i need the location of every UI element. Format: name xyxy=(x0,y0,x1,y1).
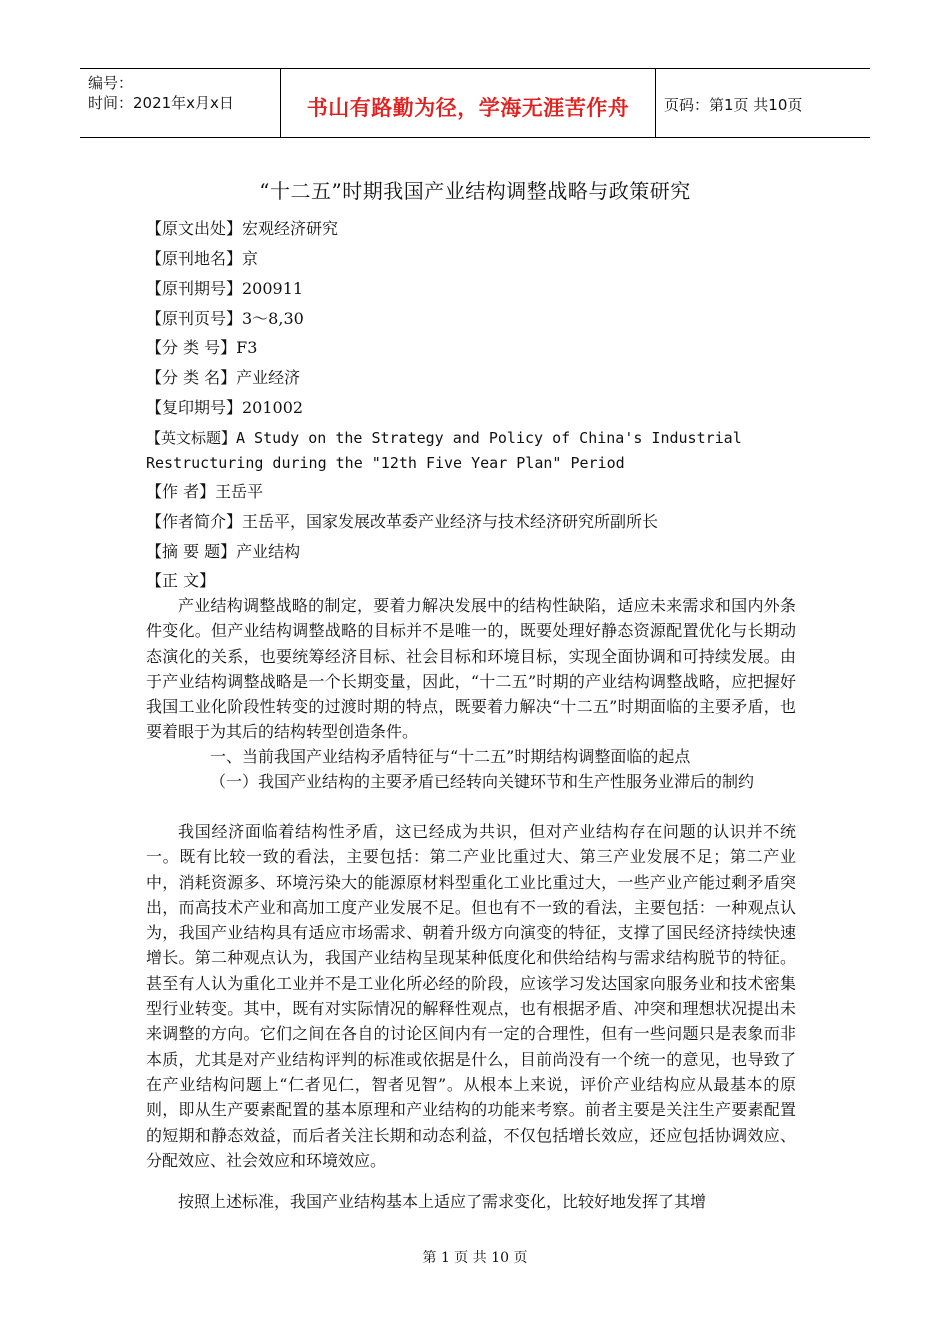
page-footer: 第 1 页 共 10 页 xyxy=(422,1250,528,1266)
page-info: 页码：第1页 共10页 xyxy=(664,96,803,114)
meta-author-bio: 【作者简介】王岳平，国家发展改革委产业经济与技术经济研究所副所长 xyxy=(146,512,659,531)
subsection-heading-1: （一）我国产业结构的主要矛盾已经转向关键环节和生产性服务业滞后的制约 xyxy=(210,772,755,791)
meta-english-title: 【英文标题】A Study on the Strategy and Policy of China's Industrial xyxy=(146,429,742,447)
motto: 书山有路勤为径，学海无涯苦作舟 xyxy=(306,96,630,120)
meta-class-no: 【分 类 号】F3 xyxy=(146,338,258,357)
time-label: 时间：2021年x月x日 xyxy=(88,94,234,112)
header-motto-cell xyxy=(281,69,656,137)
header-page-cell xyxy=(656,69,870,137)
meta-class-name: 【分 类 名】产业经济 xyxy=(146,368,301,387)
meta-reprint: 【复印期号】201002 xyxy=(146,398,304,417)
meta-author: 【作 者】王岳平 xyxy=(146,482,264,501)
meta-body-label: 【正 文】 xyxy=(146,571,216,590)
meta-english-title-cont: Restructuring during the "12th Five Year Plan" Period xyxy=(146,454,625,472)
meta-place: 【原刊地名】京 xyxy=(146,249,259,268)
header-info-cell xyxy=(80,69,281,137)
serial-label: 编号： xyxy=(88,74,134,92)
meta-abstract: 【摘 要 题】产业结构 xyxy=(146,542,301,561)
body-paragraph-3: 按照上述标准，我国产业结构基本上适应了需求变化，比较好地发挥了其增 xyxy=(178,1192,707,1211)
body-paragraph-1: 产业结构调整战略的制定，要着力解决发展中的结构性缺陷，适应未来需求和国内外条件变化。但产业结构调整战略的目标并不是唯一的，既要处理好静态资源配置优化与长期动态演化的关系，也要统筹经济目标、社会目标和环境目标，实现全面协调和可持续发展。由于产业结构调整战略是一个长期变量，因此，“十二五”时期的产业结构调整战略，应把握好我国工业化阶段性转变的过渡时期的特点，既要着力解决“十二五”时期面临的主要矛盾，也要着眼于为其后的结构转型创造条件。 xyxy=(146,596,796,742)
body-paragraph-2: 我国经济面临着结构性矛盾，这已经成为共识，但对产业结构存在问题的认识并不统一。既有比较一致的看法，主要包括：第二产业比重过大、第三产业发展不足；第二产业中，消耗资源多、环境污染大的能源原材料型重化工业比重过大，一些产业产能过剩矛盾突出，而高技术产业和高加工度产业发展不足。但也有不一致的看法，主要包括：一种观点认为，我国产业结构具有适应市场需求、朝着升级方向演变的特征，支撑了国民经济持续快速增长。第二种观点认为，我国产业结构呈现某种低度化和供给结构与需求结构脱节的特征。甚至有人认为重化工业并不是工业化所必经的阶段，应该学习发达国家向服务业和技术密集型行业转变。其中，既有对实际情况的解释性观点，也有根据矛盾、冲突和理想状况提出未来调整的方向。它们之间在各自的讨论区间内有一定的合理性，但有一些问题只是表象而非本质，尤其是对产业结构评判的标准或依据是什么，目前尚没有一个统一的意见，也导致了在产业结构问题上“仁者见仁，智者见智”。从根本上来说，评价产业结构应从最基本的原则，即从生产要素配置的基本原理和产业结构的功能来考察。前者主要是关注生产要素配置的短期和静态效益，而后者关注长期和动态利益，不仅包括增长效应，还应包括协调效应、分配效应、社会效应和环境效应。 xyxy=(146,822,796,1170)
meta-pages: 【原刊页号】3～8,30 xyxy=(146,309,304,328)
meta-source: 【原文出处】宏观经济研究 xyxy=(146,219,339,238)
section-heading-1: 一、当前我国产业结构矛盾特征与“十二五”时期结构调整面临的起点 xyxy=(210,747,691,766)
meta-issue: 【原刊期号】200911 xyxy=(146,279,304,298)
page-header xyxy=(80,68,870,138)
document-title: “十二五”时期我国产业结构调整战略与政策研究 xyxy=(259,179,691,203)
